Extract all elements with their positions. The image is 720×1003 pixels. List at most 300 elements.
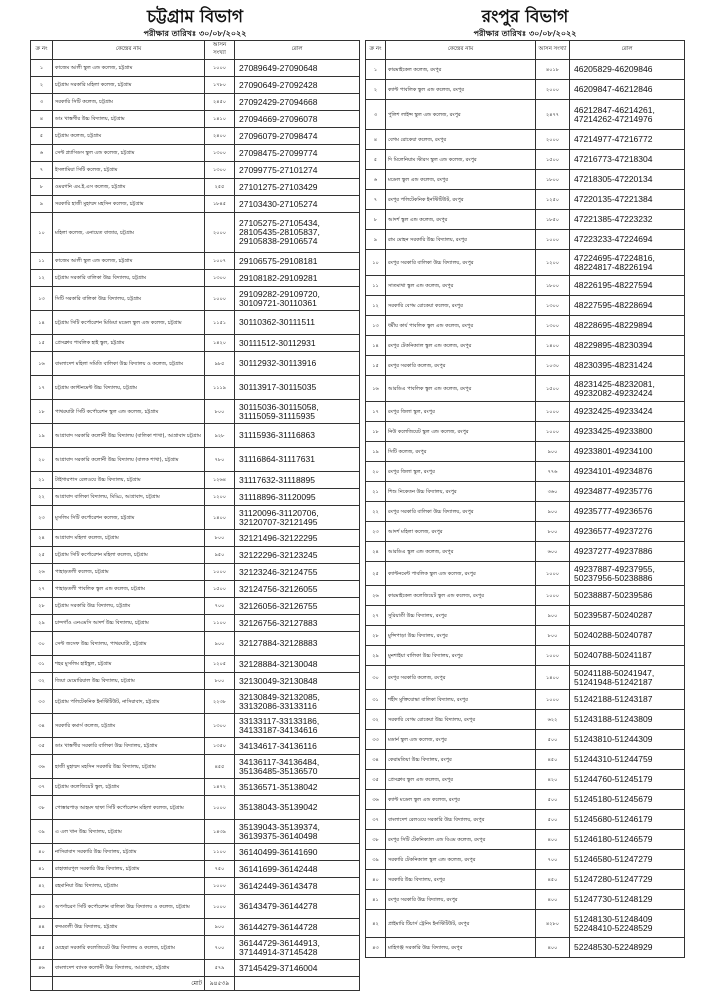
table-row xyxy=(31,690,360,714)
division-title: চট্টগ্রাম বিভাগ xyxy=(147,7,243,27)
table-row xyxy=(31,547,360,564)
serial-cell: ১৩ xyxy=(31,287,53,311)
seat-count-cell: ১০০০ xyxy=(205,878,235,895)
seat-count-cell: ১২০০ xyxy=(536,250,570,276)
roll-range-cell: 30110362-30111511 xyxy=(235,311,360,335)
roll-range-cell: 51245680-51246179 xyxy=(570,810,685,830)
roll-range-cell: 52248530-52248929 xyxy=(570,938,685,958)
seat-count-cell: ২৪৭৭ xyxy=(536,100,570,130)
seat-count-cell: ৫০০ xyxy=(536,790,570,810)
seat-count-cell: ১১১৯ xyxy=(205,376,235,400)
serial-cell: ১২ xyxy=(366,296,386,316)
roll-range-cell: 30111512-30112931 xyxy=(235,335,360,352)
seat-count-cell: ৫৭৯ xyxy=(205,960,235,977)
seat-count-cell: ১৩৫০ xyxy=(205,738,235,755)
center-name-cell: সিটি কলেজ, রংপুর xyxy=(386,442,536,462)
center-name-cell: দি মিলেনিয়াম স্টারস স্কুল এন্ড কলেজ, রংপুর xyxy=(386,150,536,170)
serial-cell: ১১ xyxy=(31,253,53,270)
serial-cell: ৮ xyxy=(31,179,53,196)
table-row xyxy=(366,276,685,296)
table-row xyxy=(366,190,685,210)
seat-count-cell: ৬২২ xyxy=(536,710,570,730)
seat-count-cell: ৬০০ xyxy=(536,542,570,562)
roll-range-cell: 29106575-29108181 xyxy=(235,253,360,270)
center-name-cell: চট্টগ্রাম ক্যান্টনমেন্ট উচ্চ বিদ্যালয়, চট্টগ্রাম xyxy=(53,376,205,400)
center-name-cell: চট্টগ্রাম পলিটেকনিক ইনস্টিটিউট, নাসিরাবাদ, চট্টগ্রাম xyxy=(53,690,205,714)
table-row xyxy=(366,402,685,422)
roll-range-cell: 34134617-34136116 xyxy=(235,738,360,755)
serial-cell: ২৫ xyxy=(31,547,53,564)
roll-range-cell: 51244310-51244759 xyxy=(570,750,685,770)
center-name-cell: ক্যান্ট পাবলিক স্কুল এন্ড কলেজ, রংপুর xyxy=(386,80,536,100)
roll-range-cell: 51246180-51246579 xyxy=(570,830,685,850)
roll-range-cell: 50238887-50239586 xyxy=(570,586,685,606)
division-title: রংপুর বিভাগ xyxy=(481,7,569,27)
roll-range-cell: 51247730-51248129 xyxy=(570,890,685,910)
center-name-cell: চট্টগ্রাম সরকারি মহিলা কলেজ, চট্টগ্রাম xyxy=(53,77,205,94)
center-name-cell: সরকারি সিটি কলেজ, চট্টগ্রাম xyxy=(53,94,205,111)
center-name-cell: সেন্ট জসেফ উচ্চ বিদ্যালয়, পাথরঘাটা, চট্টগ্রাম xyxy=(53,632,205,656)
center-name-cell: জিয়া মেমোরিয়াল উচ্চ বিদ্যালয়, চট্টগ্রাম xyxy=(53,673,205,690)
serial-cell: ৪২ xyxy=(31,878,53,895)
table-row xyxy=(366,710,685,730)
table-row xyxy=(31,145,360,162)
roll-range-cell: 51244760-51245179 xyxy=(570,770,685,790)
roll-range-cell: 49234101-49234876 xyxy=(570,462,685,482)
seat-count-cell: ১৫০০ xyxy=(536,376,570,402)
serial-cell: ৩২ xyxy=(31,673,53,690)
serial-cell: ১০ xyxy=(366,250,386,276)
seat-count-cell: ১০০০ xyxy=(536,646,570,666)
table-row xyxy=(31,598,360,615)
serial-cell: ২৩ xyxy=(366,522,386,542)
serial-cell: ২৮ xyxy=(31,598,53,615)
serial-cell: ৪০ xyxy=(366,870,386,890)
roll-range-cell: 32128884-32130048 xyxy=(235,656,360,673)
seat-count-cell: ৪৫৫ xyxy=(205,755,235,779)
header-seats: আসন সংখ্যা xyxy=(536,41,570,60)
table-row xyxy=(31,376,360,400)
center-name-cell: চট্টগ্রাম কলেজিয়েট স্কুল, চট্টগ্রাম xyxy=(53,779,205,796)
center-name-cell: আরডিএ স্কুল এন্ড কলেজ, রংপুর xyxy=(386,542,536,562)
center-name-cell: বাংলাদেশ মহিলা সমিতি বালিকা উচ্চ বিদ্যালয় ও কলেজ, চট্টগ্রাম xyxy=(53,352,205,376)
seat-count-cell: ১৮০০ xyxy=(536,276,570,296)
roll-range-cell: 30115036-30115058, 31115059-31115935 xyxy=(235,400,360,424)
table-row xyxy=(31,128,360,145)
table-row xyxy=(31,489,360,506)
serial-cell: ১৭ xyxy=(31,376,53,400)
serial-cell: ২১ xyxy=(31,472,53,489)
serial-cell: ৪৩ xyxy=(31,895,53,919)
roll-range-cell: 31117632-31118895 xyxy=(235,472,360,489)
seat-count-cell: ১৭৮০ xyxy=(205,77,235,94)
center-name-cell: অপর্ণাচরণ সিটি কর্পোরেশন বালিকা উচ্চ বিদ্যালয় ও কলেজ, চট্টগ্রাম xyxy=(53,895,205,919)
serial-cell: ৩৩ xyxy=(31,690,53,714)
center-name-cell: সেন্ট প্ল্যাসিডস স্কুল এন্ড কলেজ, চট্টগ্রাম xyxy=(53,145,205,162)
serial-cell: ৩৫ xyxy=(31,738,53,755)
center-name-cell: চট্টগ্রাম সিটি কর্পোরেশন মহিলা কলেজ, চট্টগ্রাম xyxy=(53,547,205,564)
table-row xyxy=(31,581,360,598)
table-row xyxy=(366,296,685,316)
serial-cell: ৬ xyxy=(31,145,53,162)
table-row xyxy=(31,352,360,376)
table-row xyxy=(31,448,360,472)
roll-range-cell: 29108182-29109281 xyxy=(235,270,360,287)
seat-count-cell: ৭০০ xyxy=(205,598,235,615)
table-row xyxy=(31,673,360,690)
table-row xyxy=(31,564,360,581)
seat-count-cell: ১৩০০ xyxy=(205,145,235,162)
seat-count-cell: ১৪৩৯ xyxy=(205,820,235,844)
roll-range-cell: 46205829-46209846 xyxy=(570,60,685,80)
center-name-cell: মুনশাইয়া বালিকা উচ্চ বিদ্যালয়, রংপুর xyxy=(386,646,536,666)
seat-count-cell: ৮০০ xyxy=(205,400,235,424)
table-row xyxy=(366,810,685,830)
table-header xyxy=(366,41,685,60)
roll-range-cell: 50240788-50241187 xyxy=(570,646,685,666)
serial-cell: ৪৬ xyxy=(31,960,53,977)
serial-cell: ১৬ xyxy=(31,352,53,376)
center-name-cell: রংপুর সরকারি কলেজ, রংপুর xyxy=(386,666,536,690)
roll-range-cell: 47221385-47223232 xyxy=(570,210,685,230)
serial-cell: ১৮ xyxy=(366,422,386,442)
center-name-cell: চট্টগ্রাম কলেজ, চট্টগ্রাম xyxy=(53,128,205,145)
roll-range-cell: 32130849-32132085, 33132086-33133116 xyxy=(235,690,360,714)
serial-cell: ৪ xyxy=(31,111,53,128)
serial-cell: ৪১ xyxy=(31,861,53,878)
serial-cell: ২২ xyxy=(366,502,386,522)
center-name-cell: আগ্রাবাদ মহিলা কলেজ, চট্টগ্রাম xyxy=(53,530,205,547)
roll-range-cell: 31118896-31120095 xyxy=(235,489,360,506)
center-name-cell: সরকারি উচ্চ বিদ্যালয়, রংপুর xyxy=(386,870,536,890)
empty-cell xyxy=(31,977,53,991)
center-name-cell: আদর্শ স্কুল এন্ড কলেজ, রংপুর xyxy=(386,210,536,230)
table-row xyxy=(366,230,685,250)
seat-count-cell: ৮০০ xyxy=(536,522,570,542)
table-row xyxy=(31,861,360,878)
table-row xyxy=(31,738,360,755)
rangpur-division-panel xyxy=(365,0,685,958)
seat-count-cell: ১৩০০ xyxy=(536,296,570,316)
serial-cell: ৩৯ xyxy=(31,820,53,844)
center-name-cell: চান্দগাঁও এনএমসি আদর্শ উচ্চ বিদ্যালয়, চট্টগ্রাম xyxy=(53,615,205,632)
roll-range-cell: 47216773-47218304 xyxy=(570,150,685,170)
table-row xyxy=(31,60,360,77)
table-row xyxy=(31,936,360,960)
center-name-cell: ক্যান্ট মডেল স্কুল এন্ড কলেজ, রংপুর xyxy=(386,790,536,810)
roll-range-cell: 49236577-49237276 xyxy=(570,522,685,542)
header-serial: ক্র নং xyxy=(366,41,386,60)
roll-range-cell: 35139043-35139374, 36139375-36140498 xyxy=(235,820,360,844)
center-name-cell: এ এল খান উচ্চ বিদ্যালয়, চট্টগ্রাম xyxy=(53,820,205,844)
table-row xyxy=(31,820,360,844)
seat-count-cell: ১০০০ xyxy=(205,796,235,820)
seat-count-cell: ৭৫০ xyxy=(205,861,235,878)
roll-range-cell: 27098475-27099774 xyxy=(235,145,360,162)
table-row xyxy=(31,213,360,253)
serial-cell: ৪ xyxy=(366,130,386,150)
seat-count-cell: ১৪০০ xyxy=(536,336,570,356)
table-row xyxy=(366,586,685,606)
table-row xyxy=(31,919,360,936)
table-row xyxy=(31,196,360,213)
seat-count-cell: ২৪৫০ xyxy=(205,94,235,111)
table-row xyxy=(31,424,360,448)
table-row xyxy=(31,111,360,128)
seat-count-cell: ১২০৫ xyxy=(205,656,235,673)
table-row xyxy=(366,150,685,170)
table-row xyxy=(366,442,685,462)
table-row xyxy=(31,506,360,530)
center-name-cell: বাংলাদেশ ব্যাংক কলোনী উচ্চ বিদ্যালয়, আগ্রাবাদ, চট্টগ্রাম xyxy=(53,960,205,977)
seat-count-cell: ১০০০ xyxy=(205,564,235,581)
table-row xyxy=(366,100,685,130)
seat-count-cell: ১৩০০ xyxy=(536,316,570,336)
roll-range-cell: 32121496-32122295 xyxy=(235,530,360,547)
center-name-cell: পাহাড়তলী কলেজ, চট্টগ্রাম xyxy=(53,564,205,581)
table-row xyxy=(31,656,360,673)
roll-range-cell: 50239587-50240287 xyxy=(570,606,685,626)
center-name-cell: সরকারি হাজী মুহাম্মদ মহসিন কলেজ, চট্টগ্রাম xyxy=(53,196,205,213)
serial-cell: ১৮ xyxy=(31,400,53,424)
center-name-cell: মহিলা কলেজ, এনায়েত বাজার, চট্টগ্রাম xyxy=(53,213,205,253)
roll-range-cell: 32126756-32127883 xyxy=(235,615,360,632)
seat-count-cell: ৪০১৮ xyxy=(536,60,570,80)
roll-range-cell: 36144729-36144913, 37144914-37145428 xyxy=(235,936,360,960)
table-row xyxy=(366,830,685,850)
center-name-cell: ওমরগনি এম.ই.এস কলেজ, চট্টগ্রাম xyxy=(53,179,205,196)
seat-count-cell: ৪৫০ xyxy=(536,870,570,890)
table-row xyxy=(366,522,685,542)
table-row xyxy=(31,77,360,94)
seat-count-cell: ১০০০ xyxy=(536,230,570,250)
serial-cell: ৭ xyxy=(31,162,53,179)
center-name-cell: সরকারি বেগম রোকেয়া উচ্চ বিদ্যালয়, রংপুর xyxy=(386,710,536,730)
table-row xyxy=(31,632,360,656)
center-name-cell: ডাঃ খাস্তগীর সরকারি বালিকা উচ্চ বিদ্যালয়, চট্টগ্রাম xyxy=(53,738,205,755)
center-name-cell: চট্টগ্রাম সরকারি উচ্চ বিদ্যালয়, চট্টগ্রাম xyxy=(53,598,205,615)
serial-cell: ৩৭ xyxy=(366,810,386,830)
seat-count-cell: ৪০০ xyxy=(536,890,570,910)
table-row xyxy=(31,714,360,738)
table-row xyxy=(366,422,685,442)
table-row xyxy=(31,94,360,111)
center-name-cell: রংপুর জিলা স্কুল, রংপুর xyxy=(386,402,536,422)
center-name-cell: মুসলিম সিটি কর্পোরেশন কলেজ, চট্টগ্রাম xyxy=(53,506,205,530)
center-name-cell: রাম মোহন সরকারি উচ্চ বিদ্যালয়, রংপুর xyxy=(386,230,536,250)
seat-count-cell: ৪০০ xyxy=(536,938,570,958)
seat-count-cell: ১৫০০ xyxy=(205,581,235,598)
header-roll: রোল xyxy=(570,41,685,60)
seat-count-cell: ১১০০ xyxy=(205,844,235,861)
table-row xyxy=(31,960,360,977)
total-value: ৯৪৫৩৯ xyxy=(205,977,235,991)
table-row xyxy=(366,626,685,646)
serial-cell: ৩৮ xyxy=(31,796,53,820)
center-name-cell: টাইগারপাস রেলওয়ে উচ্চ বিদ্যালয়, চট্টগ্রাম xyxy=(53,472,205,489)
roll-range-cell: 31116864-31117631 xyxy=(235,448,360,472)
seat-count-cell: ৪২৮০ xyxy=(536,910,570,938)
roll-range-cell: 51245180-51245679 xyxy=(570,790,685,810)
roll-range-cell: 27092429-27094668 xyxy=(235,94,360,111)
serial-cell: ১০ xyxy=(31,213,53,253)
center-name-cell: সুরিয়াতী উচ্চ বিদ্যালয়, রংপুর xyxy=(386,606,536,626)
serial-cell: ১৭ xyxy=(366,402,386,422)
seat-count-cell: ১৫০০ xyxy=(536,150,570,170)
table-row xyxy=(31,779,360,796)
center-name-cell: কেরামতিয়া উচ্চ বিদ্যালয়, রংপুর xyxy=(386,750,536,770)
roll-range-cell: 36140499-36141690 xyxy=(235,844,360,861)
roll-range-cell: 51242188-51243187 xyxy=(570,690,685,710)
center-name-cell: মডার্ন স্কুল এন্ড কলেজ, রংপুর xyxy=(386,730,536,750)
seat-count-cell: ১৮৪৫ xyxy=(205,196,235,213)
table-row xyxy=(366,462,685,482)
seat-count-cell: ১২৫০ xyxy=(536,190,570,210)
table-row xyxy=(366,750,685,770)
table-row xyxy=(31,287,360,311)
table-row xyxy=(31,311,360,335)
center-name-cell: ধর্মীয় কার্য পাবলিক স্কুল এন্ড কলেজ, রংপুর xyxy=(386,316,536,336)
serial-cell: ১ xyxy=(366,60,386,80)
table-row xyxy=(31,335,360,352)
seat-count-cell: ৭৮০ xyxy=(205,448,235,472)
serial-cell: ৩৯ xyxy=(366,850,386,870)
seat-count-cell: ১০০০ xyxy=(536,402,570,422)
seat-count-cell: ৯৫০ xyxy=(205,547,235,564)
serial-cell: ৩৪ xyxy=(31,714,53,738)
roll-range-cell: 47218305-47220134 xyxy=(570,170,685,190)
serial-cell: ২২ xyxy=(31,489,53,506)
seat-count-cell: ৮০০ xyxy=(536,626,570,646)
roll-range-cell: 47223233-47224694 xyxy=(570,230,685,250)
serial-cell: ৪৪ xyxy=(31,919,53,936)
serial-cell: ১৯ xyxy=(31,424,53,448)
roll-range-cell: 49237277-49237886 xyxy=(570,542,685,562)
roll-range-cell: 27099775-27101274 xyxy=(235,162,360,179)
roll-range-cell: 51243810-51244309 xyxy=(570,730,685,750)
seat-count-cell: ১৮৫০ xyxy=(536,210,570,230)
center-name-cell: শহীদ মুক্তিযোদ্ধা বালিকা বিদ্যালয়, রংপুর xyxy=(386,690,536,710)
table-row xyxy=(366,790,685,810)
roll-range-cell: 51248130-51248409 52248410-52248529 xyxy=(570,910,685,938)
roll-range-cell: 32127884-32128883 xyxy=(235,632,360,656)
roll-range-cell: 29109282-29109720, 30109721-30110361 xyxy=(235,287,360,311)
table-row xyxy=(31,615,360,632)
seat-count-cell: ১০০০ xyxy=(536,586,570,606)
total-label: মোট xyxy=(53,977,205,991)
serial-cell: ১৯ xyxy=(366,442,386,462)
table-row xyxy=(366,356,685,376)
seat-count-cell: ৯২৮ xyxy=(205,424,235,448)
center-name-cell: সাতমাথা স্কুল এন্ড কলেজ, রংপুর xyxy=(386,276,536,296)
serial-cell: ১৪ xyxy=(31,311,53,335)
serial-cell: ৪২ xyxy=(366,910,386,938)
table-header xyxy=(31,41,360,60)
seat-count-cell: ১৪০০ xyxy=(536,666,570,690)
center-name-cell: আরডিএ পাবলিক স্কুল এন্ড কলেজ, রংপুর xyxy=(386,376,536,402)
center-name-cell: রংপুর টেকনিক্যাল স্কুল এন্ড কলেজ, রংপুর xyxy=(386,336,536,356)
roll-range-cell: 30112932-30113916 xyxy=(235,352,360,376)
roll-range-cell: 27089649-27090648 xyxy=(235,60,360,77)
serial-cell: ২৭ xyxy=(366,606,386,626)
header-center-name: কেন্দ্রের নাম xyxy=(386,41,536,60)
roll-range-cell: 31120096-31120706, 32120707-32121495 xyxy=(235,506,360,530)
table-row xyxy=(366,850,685,870)
serial-cell: ৯ xyxy=(31,196,53,213)
empty-cell xyxy=(235,977,360,991)
center-name-cell: চট্টগ্রাম সরকারি বালিকা উচ্চ বিদ্যালয়, চট্টগ্রাম xyxy=(53,270,205,287)
roll-range-cell: 47214977-47216772 xyxy=(570,130,685,150)
roll-range-cell: 35136571-35138042 xyxy=(235,779,360,796)
serial-cell: ১ xyxy=(31,60,53,77)
seat-count-cell: ১০০০ xyxy=(536,562,570,586)
center-name-cell: রংপুর সিটি টেকনিক্যাল এন্ড বিএম কলেজ, রংপুর xyxy=(386,830,536,850)
center-name-cell: বেগম রোকেয়া কলেজ, রংপুর xyxy=(386,130,536,150)
table-row xyxy=(366,336,685,356)
seat-count-cell: ৯০০ xyxy=(205,632,235,656)
seat-count-cell: ১৮০০ xyxy=(536,170,570,190)
seat-count-cell: ১৪০০ xyxy=(205,506,235,530)
roll-range-cell: 48227595-48228694 xyxy=(570,296,685,316)
seat-count-cell: ১০০০ xyxy=(536,422,570,442)
roll-range-cell: 32123246-32124755 xyxy=(235,564,360,581)
roll-range-cell: 49233425-49233800 xyxy=(570,422,685,442)
table-row xyxy=(31,844,360,861)
center-name-cell: মেহেরা সরকারি কলেজিয়েট উচ্চ বিদ্যালয় ও কলেজ, চট্টগ্রাম xyxy=(53,936,205,960)
table-row xyxy=(366,938,685,958)
seat-count-cell: ১১০০ xyxy=(205,615,235,632)
center-name-cell: রংপুর পলিটেকনিক ইনস্টিটিউট, রংপুর xyxy=(386,190,536,210)
seat-count-cell: ১০০০ xyxy=(205,895,235,919)
seat-count-cell: ৭৭৬ xyxy=(536,462,570,482)
table-row xyxy=(31,755,360,779)
center-name-cell: আগ্রাবাদ সরকারি কলোনী উচ্চ বিদ্যালয় (বালিকা শাখা), আগ্রাবাদ চট্টগ্রাম xyxy=(53,424,205,448)
serial-cell: ২ xyxy=(31,77,53,94)
roll-range-cell: 27101275-27103429 xyxy=(235,179,360,196)
table-row xyxy=(366,316,685,336)
center-name-cell: প্রেসক্লাব স্কুল এন্ড কলেজ, রংপুর xyxy=(386,770,536,790)
serial-cell: ৭ xyxy=(366,190,386,210)
seat-count-cell: ২৪০০ xyxy=(205,128,235,145)
roll-range-cell: 47224695-47224816, 48224817-48226194 xyxy=(570,250,685,276)
roll-range-cell: 46209847-46212846 xyxy=(570,80,685,100)
seat-count-cell: ১০০০ xyxy=(205,60,235,77)
table-row xyxy=(366,210,685,230)
center-name-cell: রাহাত্তারপুল সরকারি উচ্চ বিদ্যালয়, চট্টগ্রাম xyxy=(53,861,205,878)
serial-cell: ৩১ xyxy=(31,656,53,673)
serial-cell: ৩৬ xyxy=(31,755,53,779)
serial-cell: ৮ xyxy=(366,210,386,230)
table-row xyxy=(31,270,360,287)
center-name-cell: বাংলাদেশ রেলওয়ে সরকারি উচ্চ বিদ্যালয়, রংপুর xyxy=(386,810,536,830)
serial-cell: ৫ xyxy=(366,150,386,170)
roll-range-cell: 36141699-36142448 xyxy=(235,861,360,878)
serial-cell: ২০ xyxy=(366,462,386,482)
center-name-cell: সরকারি বেগম রোকেয়া কলেজ, রংপুর xyxy=(386,296,536,316)
serial-cell: ২০ xyxy=(31,448,53,472)
roll-range-cell: 51246580-51247279 xyxy=(570,850,685,870)
roll-range-cell: 49235777-49236576 xyxy=(570,502,685,522)
seat-count-cell: ১১৫১ xyxy=(205,311,235,335)
serial-cell: ২ xyxy=(366,80,386,100)
serial-cell: ২৩ xyxy=(31,506,53,530)
seat-count-cell: ৮০০ xyxy=(205,673,235,690)
table-row xyxy=(366,502,685,522)
serial-cell: ২৫ xyxy=(366,562,386,586)
center-name-cell: রংপুর সরকারি উচ্চ বিদ্যালয়, রংপুর xyxy=(386,890,536,910)
table-row xyxy=(366,80,685,100)
table-row xyxy=(366,666,685,690)
